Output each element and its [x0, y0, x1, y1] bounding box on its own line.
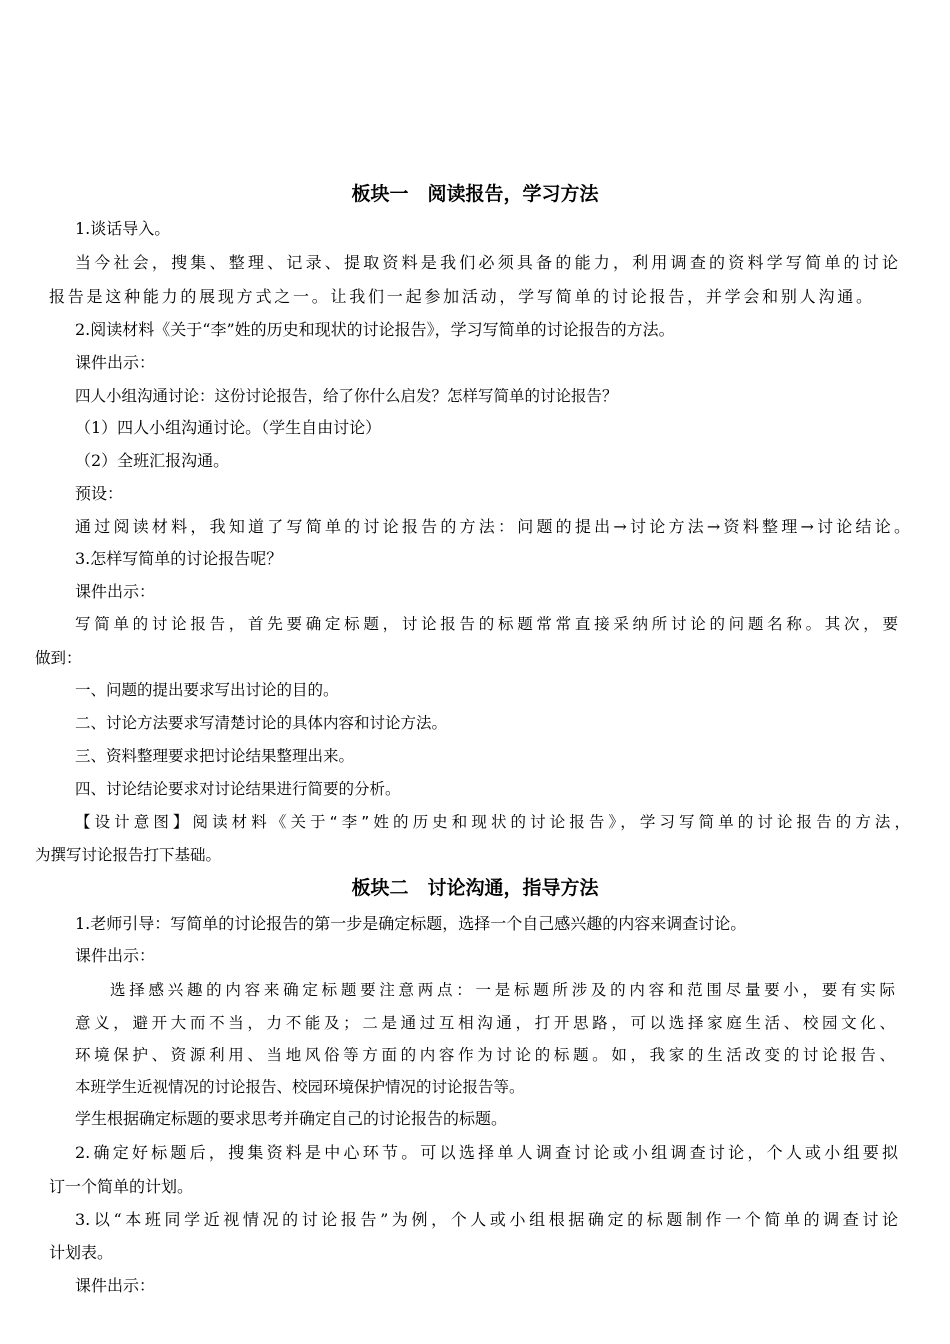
paragraph-line: 2.确定好标题后，搜集资料是中心环节。可以选择单人调查讨论或小组调查讨论，个人或小组要拟: [75, 1143, 898, 1162]
slide-text-line: 本班学生近视情况的讨论报告、校园环境保护情况的讨论报告等。: [75, 1078, 525, 1096]
paragraph-line: 课件出示：: [75, 946, 156, 965]
slide-text-line: 意义，避开大而不当，力不能及；二是通过互相沟通，打开思路，可以选择家庭生活、校园文化、: [75, 1014, 895, 1032]
design-intent-line: 为撰写讨论报告打下基础。: [35, 846, 222, 864]
paragraph-line: 通过阅读材料，我知道了写简单的讨论报告的方法：问题的提出→讨论方法→资料整理→讨论结论。: [75, 517, 910, 536]
paragraph-line: 报告是这种能力的展现方式之一。让我们一起参加活动，学写简单的讨论报告，并学会和别人沟通。: [49, 287, 872, 306]
slide-text-line: 写简单的讨论报告，首先要确定标题，讨论报告的标题常常直接采纳所讨论的问题名称。其次，要: [75, 615, 898, 633]
paragraph-line: （2）全班汇报沟通。: [75, 451, 230, 470]
paragraph-line: 1.老师引导：写简单的讨论报告的第一步是确定标题，选择一个自己感兴趣的内容来调查讨论。: [75, 914, 747, 933]
section-heading: 板块一 阅读报告，学习方法: [351, 183, 599, 205]
paragraph-line: 1.谈话导入。: [75, 219, 171, 238]
paragraph-line: 订一个简单的计划。: [49, 1177, 194, 1196]
design-intent-line: 【设计意图】阅读材料《关于“李”姓的历史和现状的讨论报告》，学习写简单的讨论报告的方法，: [75, 813, 910, 831]
paragraph-line: 课件出示：: [75, 582, 156, 601]
slide-text-line: 选择感兴趣的内容来确定标题要注意两点：一是标题所涉及的内容和范围尽量要小，要有实际: [110, 981, 895, 999]
paragraph-line: 课件出示：: [75, 353, 156, 372]
paragraph-line: 学生根据确定标题的要求思考并确定自己的讨论报告的标题。: [75, 1109, 508, 1128]
slide-text-line: 环境保护、资源利用、当地风俗等方面的内容作为讨论的标题。如，我家的生活改变的讨论报告、: [75, 1046, 895, 1064]
slide-text-line: 四、讨论结论要求对讨论结果进行简要的分析。: [75, 780, 401, 798]
slide-text-line: 三、资料整理要求把讨论结果整理出来。: [75, 747, 355, 765]
paragraph-line: 计划表。: [49, 1243, 114, 1262]
paragraph-line: 预设：: [75, 484, 124, 503]
paragraph-line: 2.阅读材料《关于“李”姓的历史和现状的讨论报告》，学习写简单的讨论报告的方法。: [75, 320, 675, 339]
slide-text-line: 一、问题的提出要求写出讨论的目的。: [75, 681, 339, 699]
slide-text-line: 做到：: [35, 649, 82, 667]
paragraph-line: 课件出示：: [75, 1276, 156, 1295]
slide-text-line: 四人小组沟通讨论：这份讨论报告，给了你什么启发？怎样写简单的讨论报告？: [75, 387, 618, 405]
paragraph-line: 3.以“本班同学近视情况的讨论报告”为例，个人或小组根据确定的标题制作一个简单的调查讨论: [75, 1210, 898, 1229]
section-heading: 板块二 讨论沟通，指导方法: [351, 877, 599, 899]
paragraph-line: （1）四人小组沟通讨论。（学生自由讨论）: [75, 418, 382, 437]
paragraph-line: 3.怎样写简单的讨论报告呢？: [75, 549, 283, 568]
slide-text-line: 二、讨论方法要求写清楚讨论的具体内容和讨论方法。: [75, 714, 448, 732]
paragraph-line: 当今社会，搜集、整理、记录、提取资料是我们必须具备的能力，利用调查的资料学写简单的讨论: [75, 253, 898, 272]
